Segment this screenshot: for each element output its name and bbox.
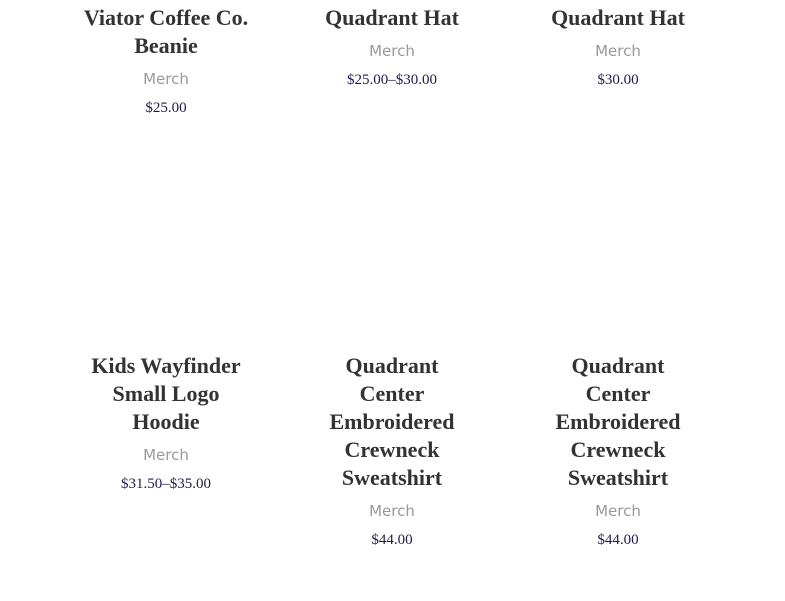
product-price: $25.00 <box>145 100 187 116</box>
product-card <box>279 348 505 601</box>
product-price: $25.00–$30.00 <box>347 72 437 88</box>
product-title[interactable]: Kids Wayfinder Small Logo Hoodie <box>91 353 241 434</box>
product-category[interactable]: Merch <box>595 502 641 520</box>
product-category[interactable]: Merch <box>369 42 415 60</box>
product-card <box>505 0 731 348</box>
product-price: $44.00 <box>371 532 413 548</box>
product-category[interactable]: Merch <box>143 70 189 88</box>
product-card <box>53 0 279 348</box>
product-grid <box>53 0 731 601</box>
product-price: $30.00 <box>597 72 639 88</box>
product-title[interactable]: Quadrant Center Embroidered Crewneck Sweatshirt <box>555 353 681 490</box>
product-title[interactable]: Viator Coffee Co. Beanie <box>83 5 249 58</box>
product-title[interactable]: Quadrant Hat <box>325 5 459 30</box>
product-category[interactable]: Merch <box>595 42 641 60</box>
product-category[interactable]: Merch <box>369 502 415 520</box>
product-card <box>505 348 731 601</box>
product-card <box>279 0 505 348</box>
product-card <box>53 348 279 601</box>
product-price: $31.50–$35.00 <box>121 476 211 492</box>
product-title[interactable]: Quadrant Center Embroidered Crewneck Sweatshirt <box>329 353 455 490</box>
product-category[interactable]: Merch <box>143 446 189 464</box>
product-title[interactable]: Quadrant Hat <box>551 5 685 30</box>
product-price: $44.00 <box>597 532 639 548</box>
